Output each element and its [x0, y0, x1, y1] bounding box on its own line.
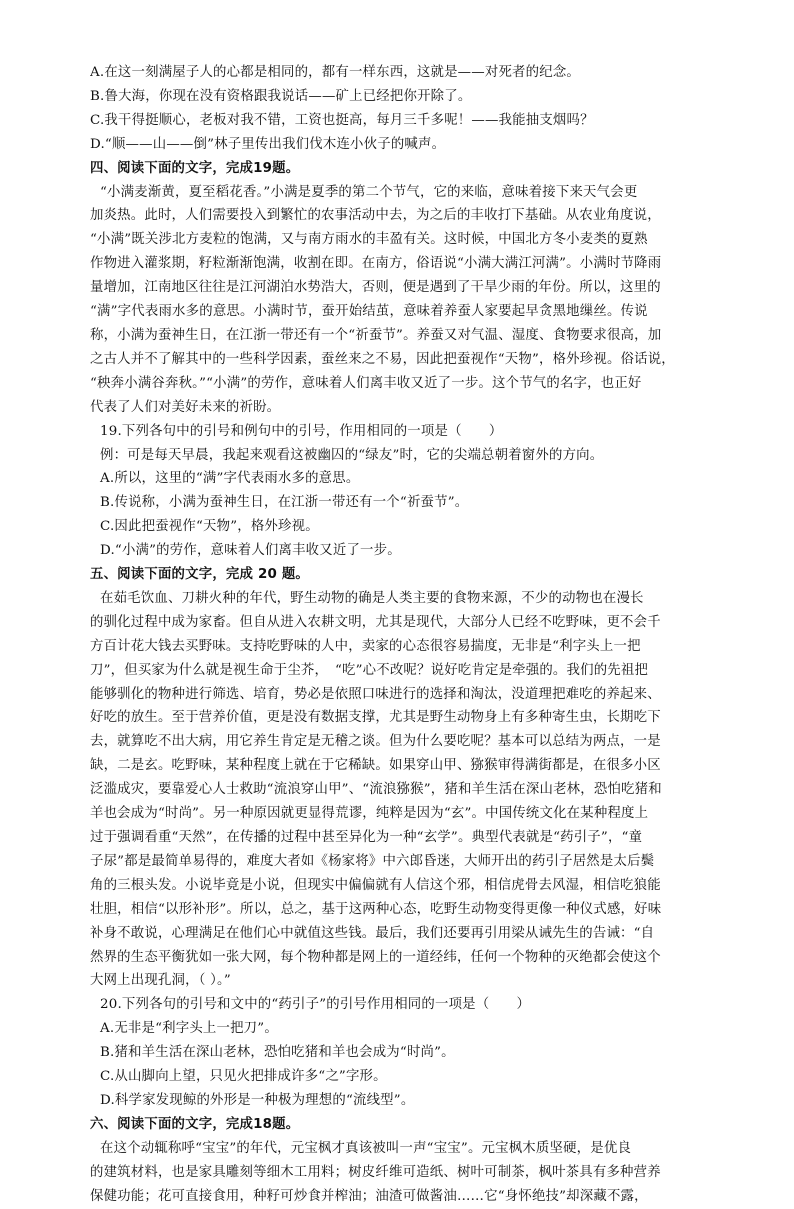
text-line: 加炎热。此时，人们需要投入到繁忙的农事活动中去，为之后的丰收打下基础。从农业角度说， [90, 208, 661, 224]
document-page [90, 61, 730, 1209]
text-line: 角的三根头发。小说毕竟是小说，但现实中偏偏就有人信这个邪，相信虎骨去风湿，相信吃狼能 [90, 877, 661, 893]
text-line: 去，就算吃不出大病，用它养生肯定是无稽之谈。但为什么要吃呢？基本可以总结为两点，一是 [90, 734, 661, 750]
text-line: 之古人并不了解其中的一些科学因素，蚕丝来之不易，因此把蚕视作“天物”，格外珍视。俗话说， [90, 351, 675, 367]
text-line: 壮胆，相信“以形补形”。所以，总之，基于这两种心态，吃野生动物变得更像一种仪式感，好味 [90, 901, 662, 917]
text-line: B.传说称，小满为蚕神生日，在江浙一带还有一个“祈蚕节”。 [100, 495, 469, 511]
text-line: 能够驯化的物种进行筛选、培育，势必是依照口味进行的选择和淘汰，没道理把难吃的养起来、 [90, 686, 661, 702]
text-line: C.从山脚向上望，只见火把排成许多“之”字形。 [100, 1069, 387, 1085]
text-line: 例：可是每天早晨，我起来观看这被幽囚的“绿友”时，它的尖端总朝着窗外的方向。 [100, 447, 604, 463]
text-line: 在这个动辄称呼“宝宝”的年代，元宝枫才真该被叫一声“宝宝”。元宝枫木质坚硬，是优良 [100, 1140, 632, 1156]
text-line: “小满”既关涉北方麦粒的饱满，又与南方雨水的丰盈有关。这时候，中国北方冬小麦类的夏熟 [90, 232, 648, 248]
text-line: 方百计花大钱去买野味。支持吃野味的人中，卖家的心态很容易揣度，无非是“利字头上一把 [90, 638, 641, 654]
text-line: 代表了人们对美好未来的祈盼。 [90, 399, 281, 415]
text-line: 缺，二是玄。吃野味，某种程度上就在于它稀缺。如果穿山甲、猕猴审得满街都是，在很多小区 [90, 758, 661, 774]
text-line: A.在这一刻满屋子人的心都是相同的，都有一样东西，这就是——对死者的纪念。 [90, 65, 580, 80]
text-line: 的建筑材料，也是家具雕刻等细木工用料；树皮纤维可造纸、树叶可制茶，枫叶茶具有多种营养 [90, 1164, 661, 1180]
text-line: 好吃的放生。至于营养价值，更是没有数据支撑，尤其是野生动物身上有多种寄生虫，长期吃下 [90, 710, 661, 726]
section-heading: 五、阅读下面的文字，完成 20 题。 [90, 567, 310, 583]
text-line: D.“小满”的劳作，意味着人们离丰收又近了一步。 [100, 543, 401, 559]
text-line: A.无非是“利字头上一把刀”。 [100, 1021, 278, 1037]
text-line: 羊也会成为“时尚”。另一种原因就更显得荒谬，纯粹是因为“玄”。中国传统文化在某种程度上 [90, 806, 649, 822]
text-line: “小满麦渐黄，夏至稻花香。”小满是夏季的第二个节气，它的来临，意味着接下来天气会更 [100, 184, 638, 200]
text-line: A.所以，这里的“满”字代表雨水多的意思。 [100, 471, 360, 487]
text-line: 保健功能；花可直接食用，种籽可炒食并榨油；油渣可做酱油……它“身怀绝技”却深藏不露， [90, 1188, 648, 1204]
text-line: C.因此把蚕视作“天物”，格外珍视。 [100, 519, 319, 535]
text-line: 子尿”都是最简单易得的，难度大者如《杨家将》中六郎昏迷，大师开出的药引子居然是太后鬓 [90, 853, 655, 869]
text-line: D.科学家发现鲸的外形是一种极为理想的“流线型”。 [100, 1092, 415, 1108]
text-line: 补身不敢说，心理满足在他们心中就值这些钱。最后，我们还要再引用梁从诫先生的告诫：“自 [90, 925, 655, 941]
text-line: C.我干得挺顺心，老板对我不错，工资也挺高，每月三千多呢！——我能抽支烟吗？ [90, 112, 594, 128]
text-line: 过于强调看重“天然”，在传播的过程中甚至异化为一种“玄学”。典型代表就是“药引子”，“童 [90, 830, 643, 845]
text-line: B.猪和羊生活在深山老林，恐怕吃猪和羊也会成为“时尚”。 [100, 1045, 455, 1061]
section-heading: 六、阅读下面的文字，完成18题。 [90, 1116, 300, 1132]
section-heading: 四、阅读下面的文字，完成19题。 [90, 160, 300, 176]
text-line: 的驯化过程中成为家畜。但自从进入农耕文明，尤其是现代，大部分人已经不吃野味，更不会千 [90, 614, 661, 630]
text-line: 刀”，但买家为什么就是视生命于尘芥， “吃”心不改呢？说好吃肯定是牵强的。我们的先祖把 [90, 662, 649, 678]
text-line: “秧奔小满谷奔秋。”“小满”的劳作，意味着人们离丰收又近了一步。这个节气的名字，也正好 [90, 375, 642, 391]
text-line: 19.下列各句中的引号和例句中的引号，作用相同的一项是（ ） [100, 423, 503, 439]
text-line: B.鲁大海，你现在没有资格跟我说话——矿上已经把你开除了。 [90, 88, 472, 104]
text-line: D.“顺——山——倒”林子里传出我们伐木连小伙子的喊声。 [90, 136, 446, 152]
text-line: 在茹毛饮血、刀耕火种的年代，野生动物的确是人类主要的食物来源，不少的动物也在漫长 [100, 590, 644, 606]
text-line: “满”字代表雨水多的意思。小满时节，蚕开始结茧，意味着养蚕人家要起早贪黑地缫丝。传说 [90, 304, 648, 320]
text-line: 大网上出现孔洞，（ ）。” [90, 973, 231, 989]
text-line: 作物进入灌浆期，籽粒渐渐饱满，收割在即。在南方，俗语说“小满大满江河满”。小满时节降雨 [90, 256, 662, 272]
text-line: 量增加，江南地区往往是江河湖泊水势浩大，否则，便是遇到了干旱少雨的年份。所以，这里的 [90, 280, 661, 296]
text-line: 泛滥成灾，要靠爱心人士救助“流浪穿山甲”、“流浪猕猴”，猪和羊生活在深山老林，恐怕吃猪和 [90, 782, 662, 798]
text-line: 称，小满为蚕神生日，在江浙一带还有一个“祈蚕节”。养蚕又对气温、湿度、食物要求很高，加 [90, 327, 662, 343]
text-line: 然界的生态平衡犹如一张大网，每个物种都是网上的一道经纬，任何一个物种的灭绝都会使这个 [90, 949, 661, 965]
text-line: 20.下列各句的引号和文中的“药引子”的引号作用相同的一项是（ ） [100, 997, 531, 1013]
